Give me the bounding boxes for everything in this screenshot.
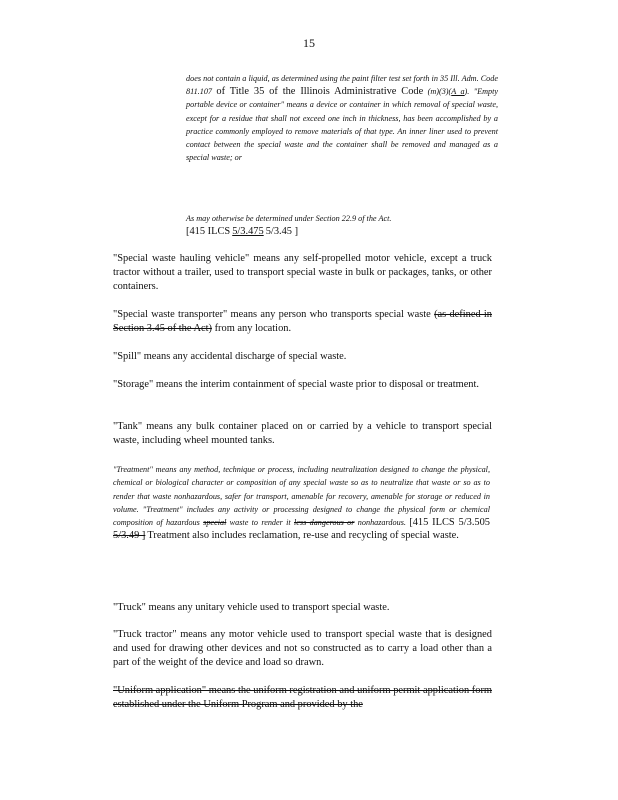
treatment-definition bbox=[113, 463, 490, 543]
cite-ref-end: ). bbox=[464, 87, 470, 97]
truck-definition: "Truck" means any unitary vehicle used to transport special waste. bbox=[113, 602, 390, 613]
treatment-part3: nonhazardous. bbox=[357, 518, 406, 528]
paint-filter-text: does not contain a liquid, as determined using the paint filter test set forth in 35 Ill. Adm. Code 811.107 bbox=[186, 74, 498, 97]
statute-cite: [415 ILCS bbox=[186, 226, 231, 238]
treatment-statute: [415 ILCS 5/3.505 bbox=[409, 517, 490, 529]
empty-device-definition: "Empty portable device or container" means a device or container in which removal of special waste, except for a residue that shall not exceed one inch in thickness, has been accomplished by a practice commonly employed to remove materials of that type. An inner liner used to prevent contact between the special waste and the container shall be removed and managed as a special waste; or bbox=[186, 87, 499, 163]
statute-new: 5/3.475 bbox=[232, 226, 264, 238]
title-reference: of Title 35 of the Illinois Administrative Code bbox=[216, 86, 424, 98]
statute-old: 5/3.45 ] bbox=[265, 226, 299, 238]
cite-ref: (m)(3)( bbox=[427, 87, 452, 97]
page-number: 15 bbox=[303, 36, 315, 50]
uniform-application-definition: "Uniform application" means the uniform registration and uniform permit application form established under the Uniform Program and provided by the bbox=[113, 685, 492, 711]
tank-definition: "Tank" means any bulk container placed on or carried by a vehicle to transport special waste, including wheel mounted tanks. bbox=[113, 421, 492, 447]
truck-tractor-definition: "Truck tractor" means any motor vehicle used to transport special waste that is designed and used for drawing other devices and not so constructed as to carry a load other than a part of the weight of the device and load so drawn. bbox=[113, 629, 492, 669]
treatment-struck3: 5/3.49 ] bbox=[113, 530, 146, 542]
storage-definition: "Storage" means the interim containment of special waste prior to disposal or treatment. bbox=[113, 379, 479, 390]
as-may-text: As may otherwise be determined under Section 22.9 of the Act. bbox=[186, 214, 392, 223]
transporter-definition bbox=[113, 308, 492, 336]
treatment-tail: Treatment also includes reclamation, re-use and recycling of special waste. bbox=[147, 530, 459, 542]
treatment-part1: "Treatment" means any method, technique or process, including neutralization designed to change the physical, chemical or biological character or composition of any special waste so as to neutralize that waste or so as to render that waste nonhazardous, safer for transport, amenable for recovery, amenable for storage or reduced in volume. "Treatment" includes any activity or processing designed to change the physical form or chemical composition of hazardous bbox=[113, 465, 490, 528]
container-definition bbox=[186, 72, 498, 164]
cite-ref-underlined: A a bbox=[451, 87, 465, 97]
as-may-block bbox=[186, 212, 498, 238]
transporter-text: "Special waste transporter" means any person who transports special waste bbox=[113, 309, 431, 320]
treatment-part2: waste to render it bbox=[229, 518, 291, 528]
treatment-struck1: special bbox=[203, 518, 227, 528]
spill-definition: "Spill" means any accidental discharge of special waste. bbox=[113, 351, 347, 362]
transporter-end: from any location. bbox=[214, 323, 292, 335]
hauling-vehicle-definition: "Special waste hauling vehicle" means any self-propelled motor vehicle, except a truck tractor without a trailer, used to transport special waste in bulk or packages, tanks, or other containers. bbox=[113, 253, 492, 293]
transporter-struck: (as defined in Section 3.45 of the Act) bbox=[113, 309, 492, 335]
treatment-struck2: less dangerous or bbox=[294, 518, 355, 528]
